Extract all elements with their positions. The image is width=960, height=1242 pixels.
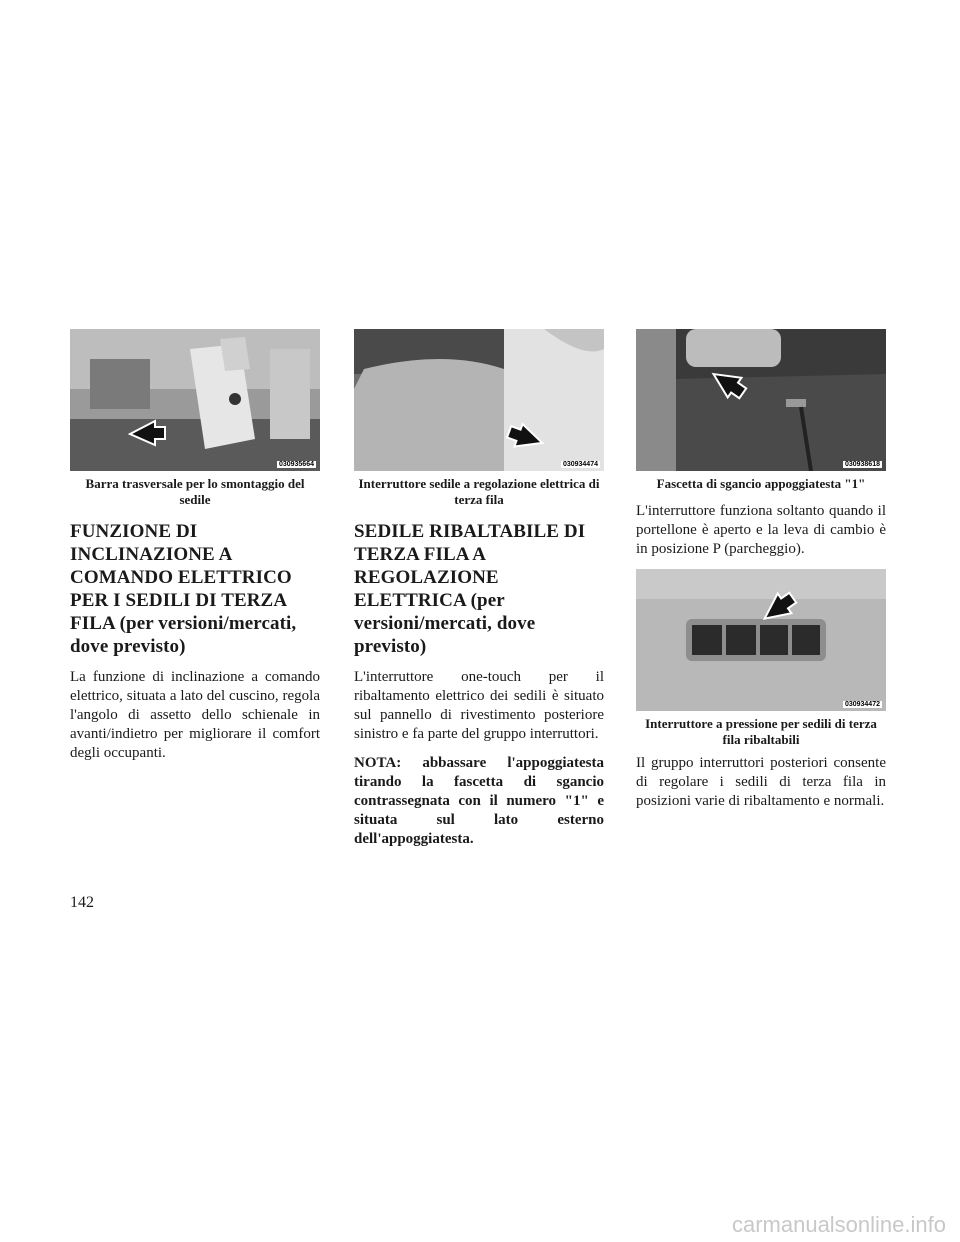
seat-switch-illustration	[354, 329, 604, 471]
section-heading-power-fold-seat: SEDILE RIBALTABILE DI TERZA FILA A REGOLAZIONE ELETTRICA (per versioni/mercati, dove previsto)	[354, 521, 586, 657]
fold-switch-panel-photo	[636, 569, 886, 711]
watermark: carmanualsonline.info	[731, 1212, 946, 1237]
seat-removal-bar-illustration	[70, 329, 320, 471]
body-paragraph: La funzione di inclinazione a comando elettrico, situata a lato del cuscino, regola l'angolo di assetto dello schienale in avanti/indietro per migliorare il comfort degli occupanti.	[70, 669, 320, 761]
headrest-strap-illustration	[636, 329, 886, 471]
figure-caption: Interruttore a pressione per sedili di terza fila ribaltabili	[645, 716, 877, 747]
body-paragraph: L'interruttore one-touch per il ribaltamento elettrico dei sedili è situato sul pannello di rivestimento posteriore sinistro e fa parte del gruppo interruttori.	[354, 669, 604, 742]
figure-caption: Fascetta di sgancio appoggiatesta "1"	[656, 476, 866, 491]
third-row-seat-switch-photo	[354, 329, 604, 471]
figure-code: 030934474	[562, 461, 598, 468]
note-paragraph: NOTA: abbassare l'appoggiatesta tirando la fascetta di sgancio contrassegnata con il numero "1" e situata sul lato esterno dell'appoggiatesta.	[354, 755, 604, 847]
headrest-release-strap-photo	[636, 329, 886, 471]
figure-caption: Interruttore sedile a regolazione elettrica di terza fila	[358, 476, 600, 507]
column-1	[70, 329, 320, 773]
section-heading-power-recline: FUNZIONE DI INCLINAZIONE A COMANDO ELETTRICO PER I SEDILI DI TERZA FILA (per versioni/mercati, dove previsto)	[70, 521, 297, 657]
figure-code: 030938618	[844, 461, 880, 468]
column-3	[636, 329, 886, 821]
seat-removal-bar-photo	[70, 329, 320, 471]
switch-panel-illustration	[636, 569, 886, 711]
figure-code: 030935664	[278, 461, 314, 468]
column-2	[354, 329, 604, 859]
figure-code: 030934472	[844, 701, 880, 708]
page-number: 142	[70, 894, 94, 911]
body-paragraph: Il gruppo interruttori posteriori consente di regolare i sedili di terza fila in posizioni varie di ribaltamento e normali.	[636, 755, 886, 809]
body-paragraph: L'interruttore funziona soltanto quando il portellone è aperto e la leva di cambio è in posizione P (parcheggio).	[636, 503, 886, 557]
figure-caption: Barra trasversale per lo smontaggio del sedile	[85, 476, 305, 507]
